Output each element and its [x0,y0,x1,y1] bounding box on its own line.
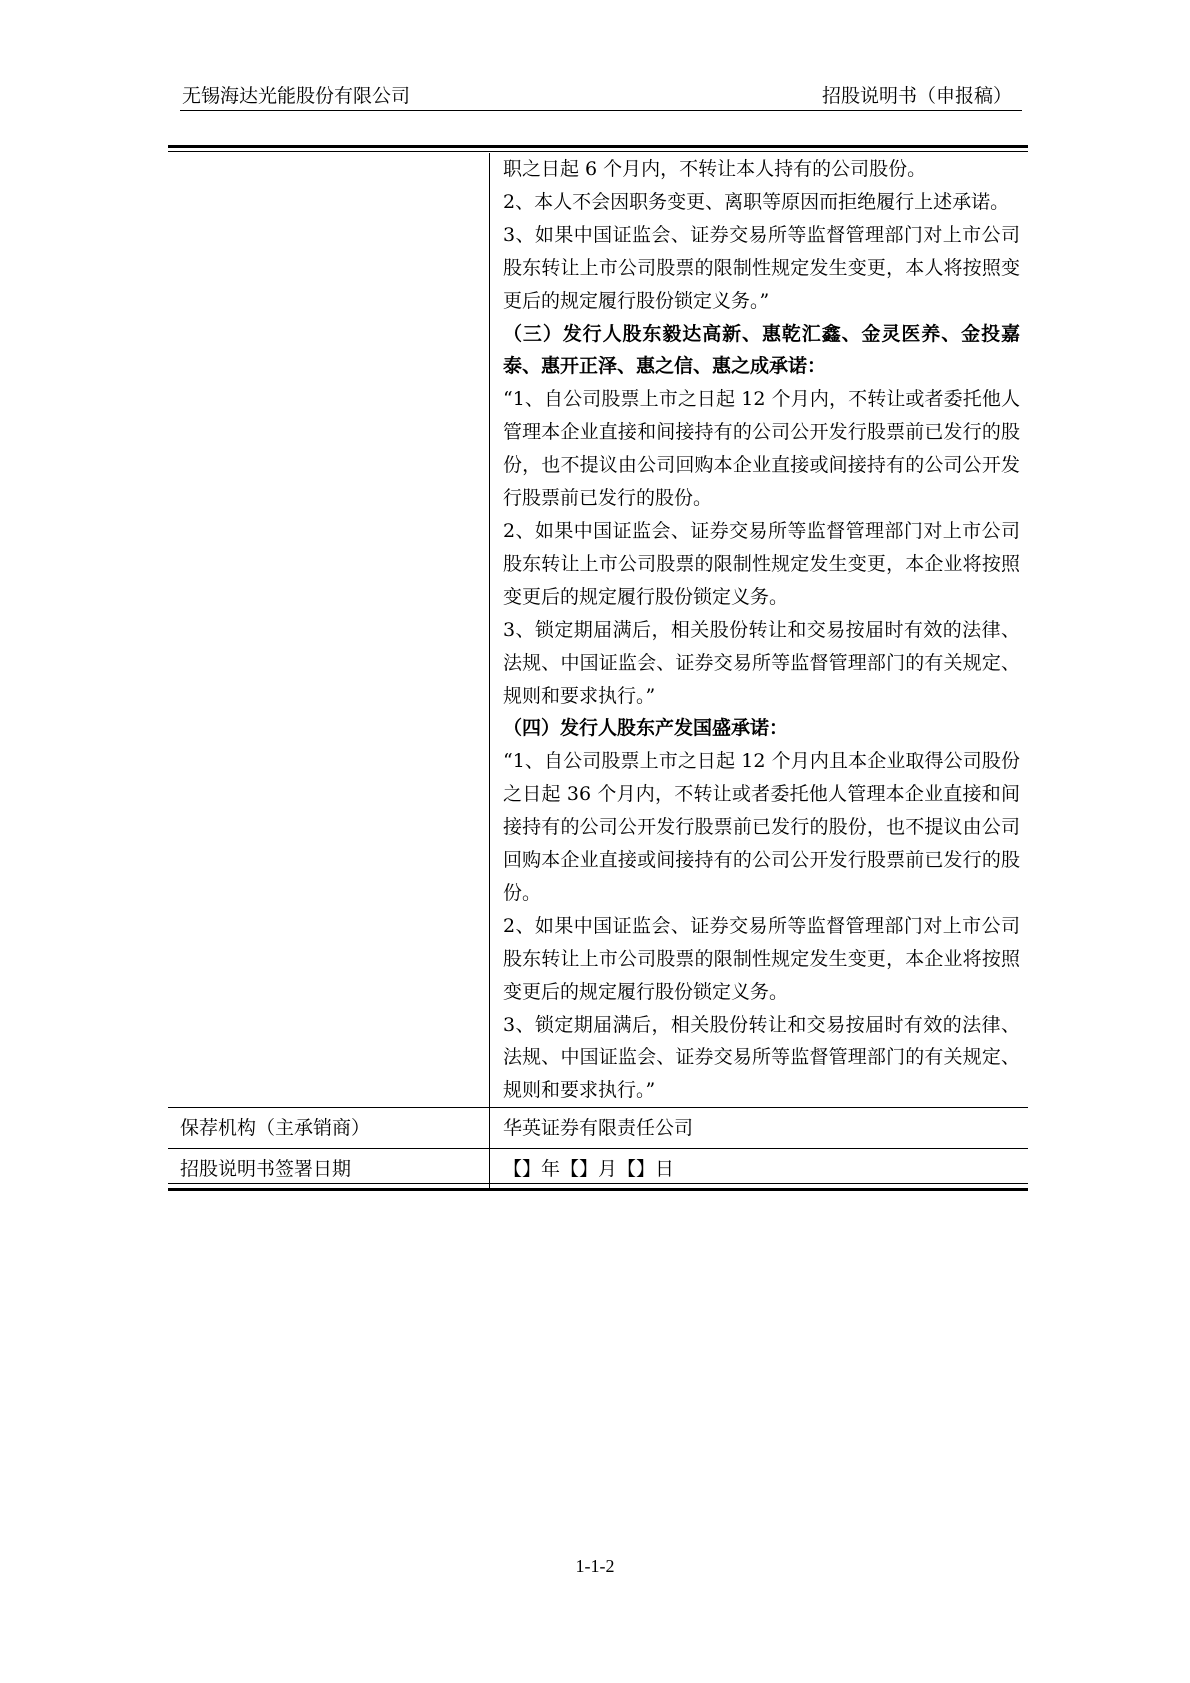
page-header [180,80,1022,112]
header-rule [180,110,1022,111]
commitment-paragraph: “1、自公司股票上市之日起 12 个月内且本企业取得公司股份之日起 36 个月内，不转让或者委托他人管理本企业直接和间接持有的公司公开发行股票前已发行的股份，也不提议由公司回购本企业直接或间接持有的公司公开发行股票前已发行的股份。 [503,750,1020,904]
commitment-paragraph: 2、本人不会因职务变更、离职等原因而拒绝履行上述承诺。 [503,190,1010,213]
commitment-paragraph: 2、如果中国证监会、证券交易所等监督管理部门对上市公司股东转让上市公司股票的限制性规定发生变更，本企业将按照变更后的规定履行股份锁定义务。 [503,519,1020,608]
document-type: 招股说明书（申报稿） [821,85,1012,107]
page-number: 1-1-2 [575,1556,615,1576]
commitment-paragraph: 2、如果中国证监会、证券交易所等监督管理部门对上市公司股东转让上市公司股票的限制性规定发生变更，本企业将按照变更后的规定履行股份锁定义务。 [503,914,1020,1003]
commitment-heading: （三）发行人股东毅达高新、惠乾汇鑫、金灵医养、金投嘉泰、惠开正泽、惠之信、惠之成承诺： [503,322,1020,378]
commitment-paragraph: “1、自公司股票上市之日起 12 个月内，不转让或者委托他人管理本企业直接和间接持有的公司公开发行股票前已发行的股份，也不提议由公司回购本企业直接或间接持有的公司公开发行股票前已发行的股份。 [503,388,1020,510]
commitment-text-cell [490,153,1029,1108]
commitment-paragraph: 3、锁定期届满后，相关股份转让和交易按届时有效的法律、法规、中国证监会、证券交易所等监督管理部门的有关规定、规则和要求执行。” [503,1013,1020,1102]
commitment-paragraphs [503,153,1020,1107]
table-top-rule-inner [168,151,1028,152]
table-bottom-rule-inner [168,1183,1028,1184]
company-name: 无锡海达光能股份有限公司 [182,85,411,107]
commitment-paragraph: 职之日起 6 个月内，不转让本人持有的公司股份。 [503,158,927,180]
sponsor-value: 华英证券有限责任公司 [490,1108,1029,1149]
info-table [168,153,1028,1189]
commitment-paragraph: 3、锁定期届满后，相关股份转让和交易按届时有效的法律、法规、中国证监会、证券交易所等监督管理部门的有关规定、规则和要求执行。” [503,618,1020,707]
sponsor-row [168,1108,1028,1149]
commitment-paragraph: 3、如果中国证监会、证券交易所等监督管理部门对上市公司股东转让上市公司股票的限制性规定发生变更，本人将按照变更后的规定履行股份锁定义务。” [503,223,1020,312]
sign-date-value: 【】年【】月【】日 [490,1149,1029,1190]
commitment-row [168,153,1028,1108]
table-bottom-rule [168,1188,1028,1191]
commitment-label-cell [168,153,490,1108]
sign-date-label: 招股说明书签署日期 [168,1149,490,1190]
table-top-rule [168,145,1028,148]
commitment-heading: （四）发行人股东产发国盛承诺： [503,717,789,740]
sponsor-label: 保荐机构（主承销商） [168,1108,490,1149]
